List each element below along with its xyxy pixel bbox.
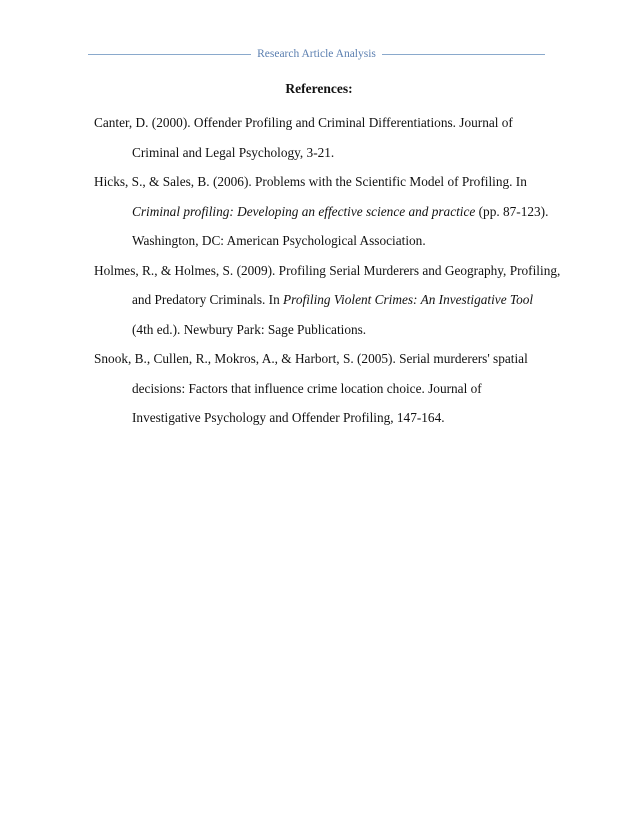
reference-text: (4th ed.). Newbury Park: Sage Publications. [132,321,367,337]
reference-text: Holmes, R., & Holmes, S. (2009). Profiling Serial Murderers and Geography, Profiling, [94,262,561,278]
reference-line [94,226,546,256]
reference-line [94,315,546,345]
reference-entry [94,167,549,256]
page-header [88,44,545,64]
reference-text: Canter, D. (2000). Offender Profiling and Criminal Differentiations. Journal of [94,115,513,130]
header-rule-left [88,54,251,55]
reference-italic-title: Profiling Violent Crimes: An Investigative Tool [283,292,534,307]
reference-text: Hicks, S., & Sales, B. (2006). Problems with the Scientific Model of Profiling. In [94,174,527,189]
references-heading: References: [285,81,353,96]
reference-entry [94,108,546,167]
reference-text: (pp. 87-123). [475,203,549,219]
reference-text: and Predatory Criminals. In [132,292,284,307]
reference-line [94,374,546,404]
reference-line [94,197,549,227]
reference-line [94,256,561,286]
reference-line [94,108,546,138]
reference-text: Investigative Psychology and Offender Profiling, 147-164. [132,410,445,425]
references-list [94,108,561,433]
header-title: Research Article Analysis [257,48,376,60]
reference-italic-title: Criminal profiling: Developing an effective science and practice [132,203,476,219]
reference-text: decisions: Factors that influence crime location choice. Journal of [132,380,482,396]
reference-text: Criminal and Legal Psychology, 3-21. [132,144,335,160]
reference-line [94,285,546,315]
reference-line [94,344,546,374]
reference-text: Washington, DC: American Psychological Association. [132,233,426,248]
reference-entry [94,256,561,345]
reference-line [94,138,546,168]
reference-text: Snook, B., Cullen, R., Mokros, A., & Harbort, S. (2005). Serial murderers' spatial [94,351,528,366]
header-rule-right [382,54,545,55]
reference-line [94,403,546,433]
reference-entry [94,344,546,433]
reference-line [94,167,546,197]
